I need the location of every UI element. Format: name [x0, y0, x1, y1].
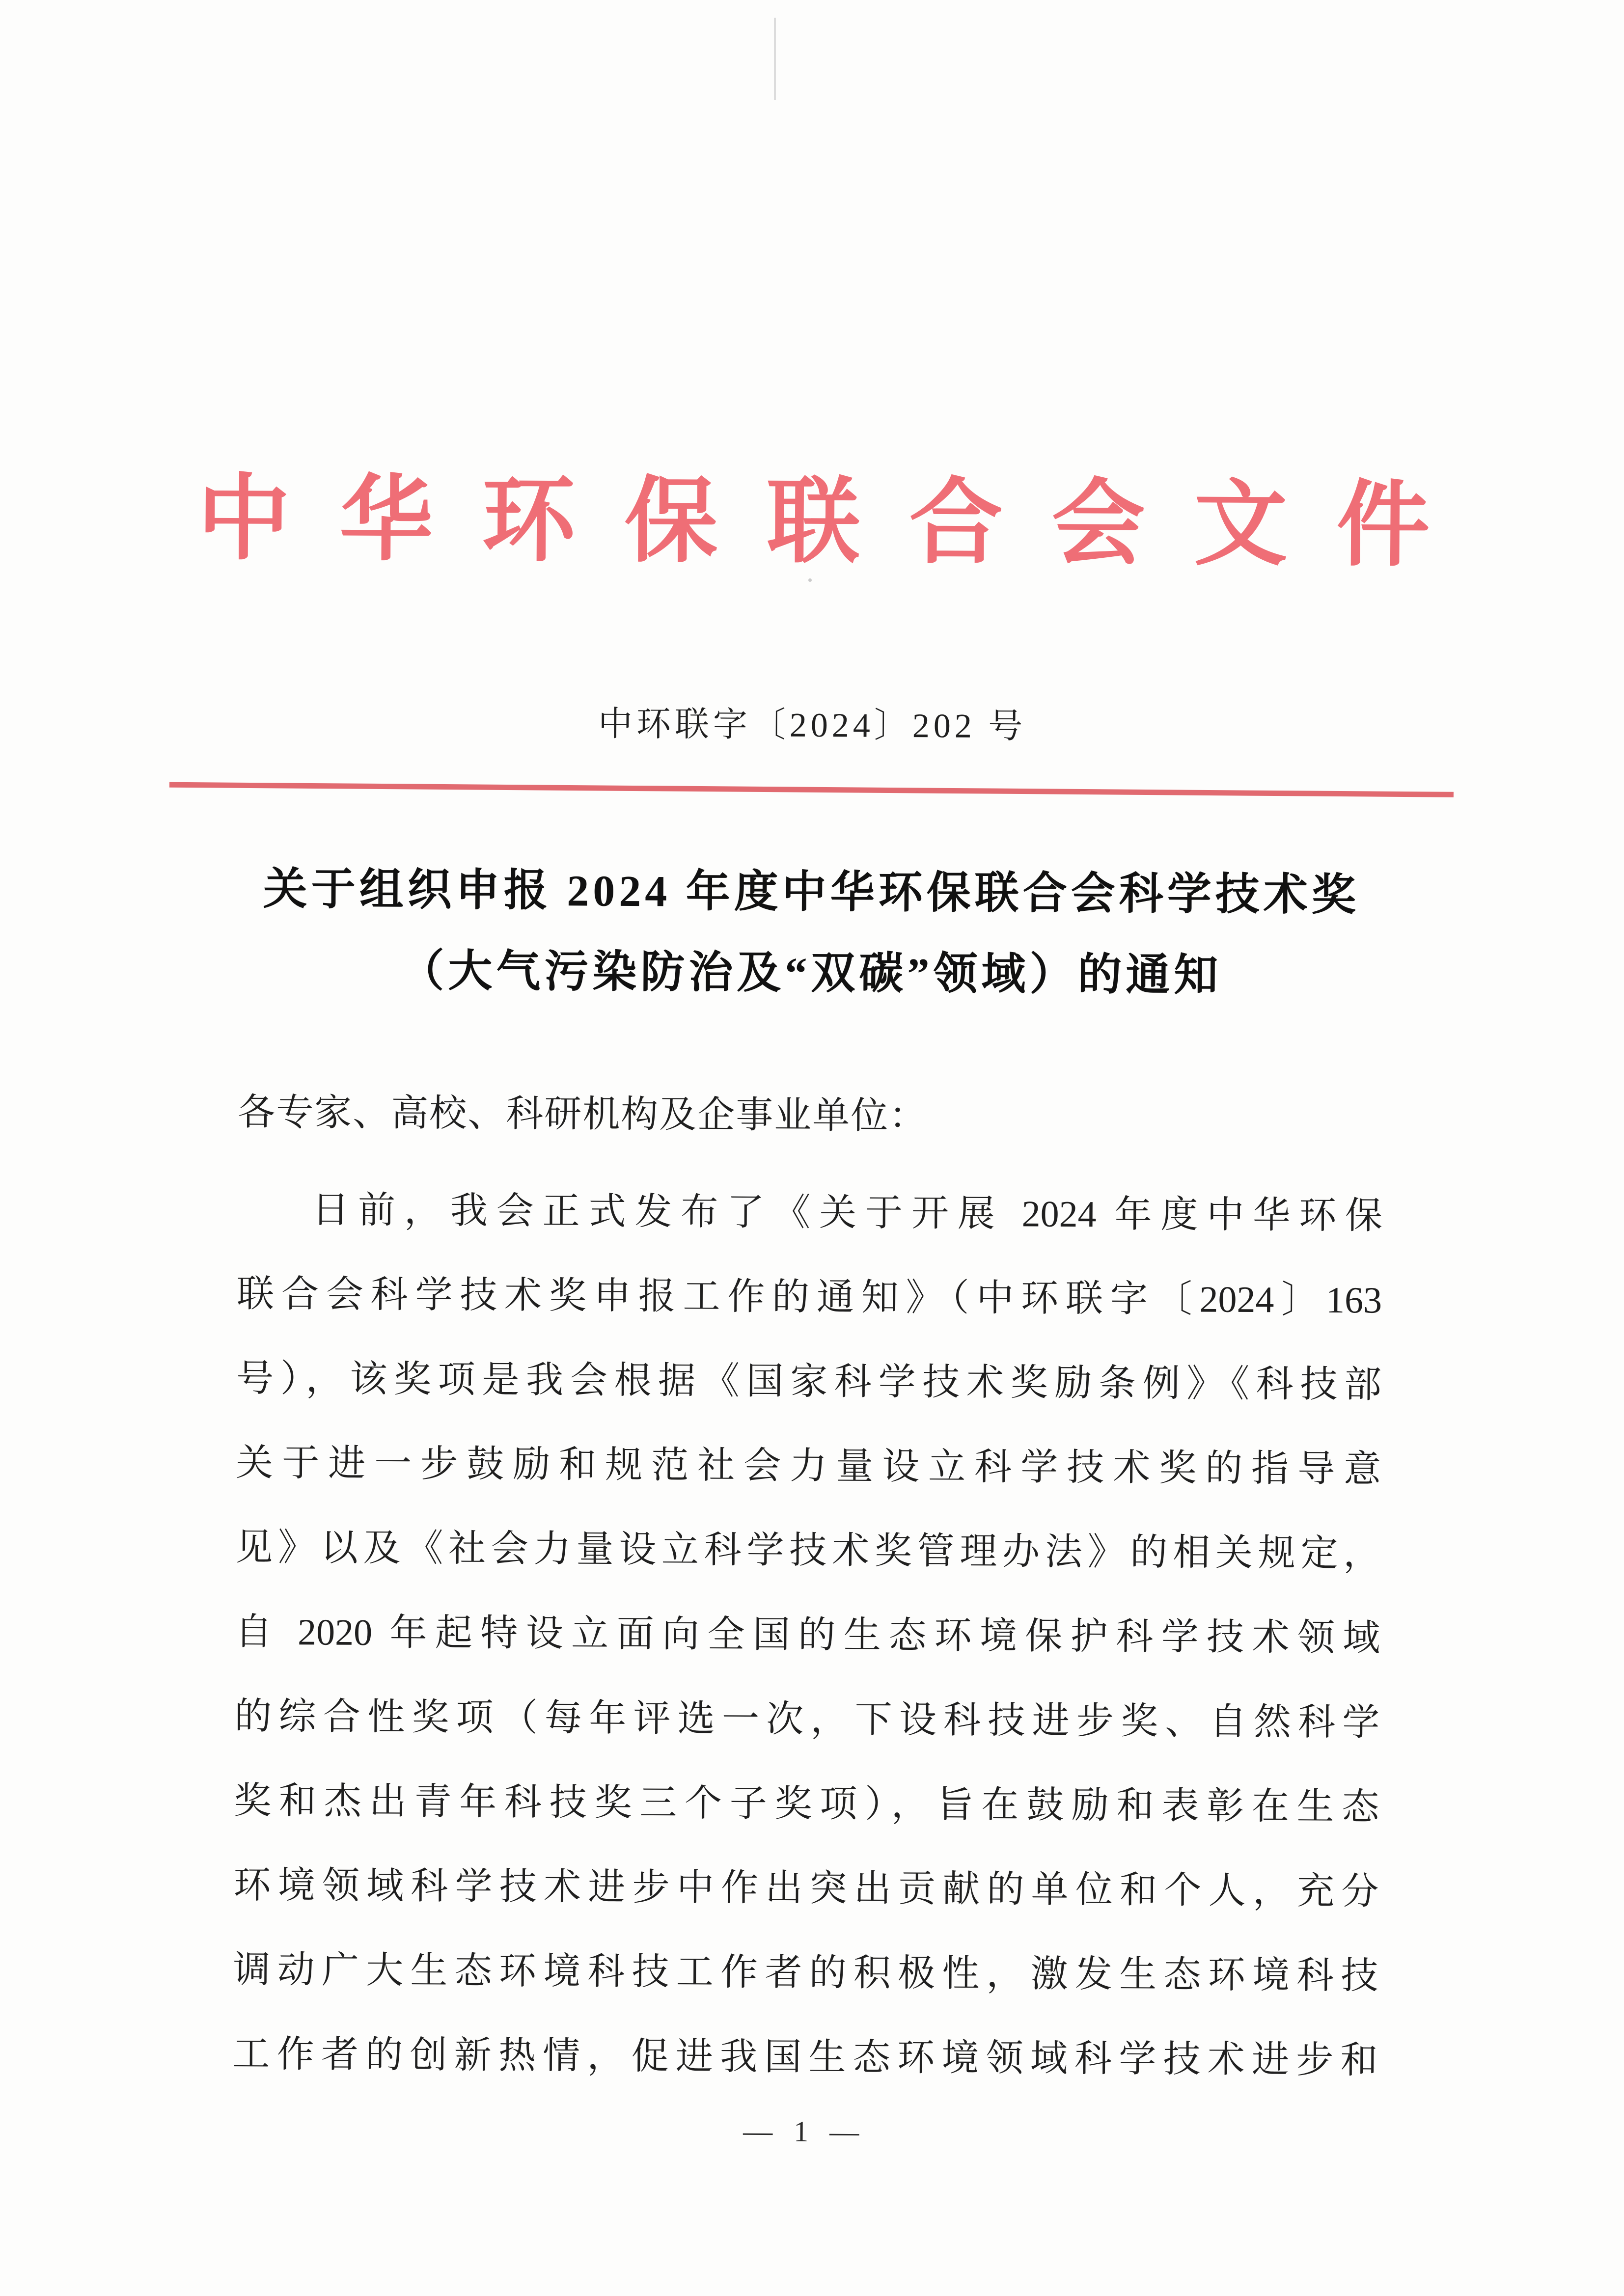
body-text-line: 见》以及《社会力量设立科学技术奖管理办法》的相关规定， — [235, 1527, 1381, 1575]
body-text-line: 关于进一步鼓励和规范社会力量设立科学技术奖的指导意 — [236, 1442, 1381, 1490]
doc-reference-number: 中环联字〔2024〕202 号 — [598, 705, 1027, 746]
org-header-title: 中华环保联合会文件 — [196, 468, 1480, 578]
body-text-line: 工作者的创新热情，促进我国生态环境领域科学技术进步和 — [232, 2033, 1378, 2081]
scan-speck-artifact — [808, 578, 812, 582]
salutation-line: 各专家、高校、科研机构及企事业单位： — [238, 1092, 928, 1137]
red-divider-rule — [169, 782, 1454, 797]
body-paragraph — [232, 1167, 1383, 2103]
scan-streak-artifact — [774, 18, 776, 100]
page-number: — 1 — — [743, 2115, 866, 2148]
body-text-line: 号），该奖项是我会根据《国家科学技术奖励条例》《科技部 — [236, 1358, 1382, 1406]
body-text-line: 环境领域科学技术进步中作出突出贡献的单位和个人，充分 — [233, 1864, 1379, 1913]
body-text-line: 联合会科学技术奖申报工作的通知》（中环联字〔2024〕163 — [236, 1273, 1382, 1321]
notice-title-line2: （大气污染防治及“双碳”领域）的通知 — [400, 947, 1222, 1000]
body-text-line: 的综合性奖项（每年评选一次，下设科技进步奖、自然科学 — [234, 1695, 1380, 1744]
body-text-line: 奖和杰出青年科技奖三个子奖项），旨在鼓励和表彰在生态 — [234, 1780, 1379, 1828]
body-text-line: 日前，我会正式发布了《关于开展 2024 年度中华环保 — [311, 1189, 1383, 1237]
notice-title — [0, 847, 1624, 1018]
notice-title-line1: 关于组织申报 2024 年度中华环保联合会科学技术奖 — [263, 865, 1360, 920]
body-text-line: 自 2020 年起特设立面向全国的生态环境保护科学技术领域 — [235, 1611, 1380, 1659]
body-text-line: 调动广大生态环境科技工作者的积极性，激发生态环境科技 — [233, 1949, 1378, 1997]
